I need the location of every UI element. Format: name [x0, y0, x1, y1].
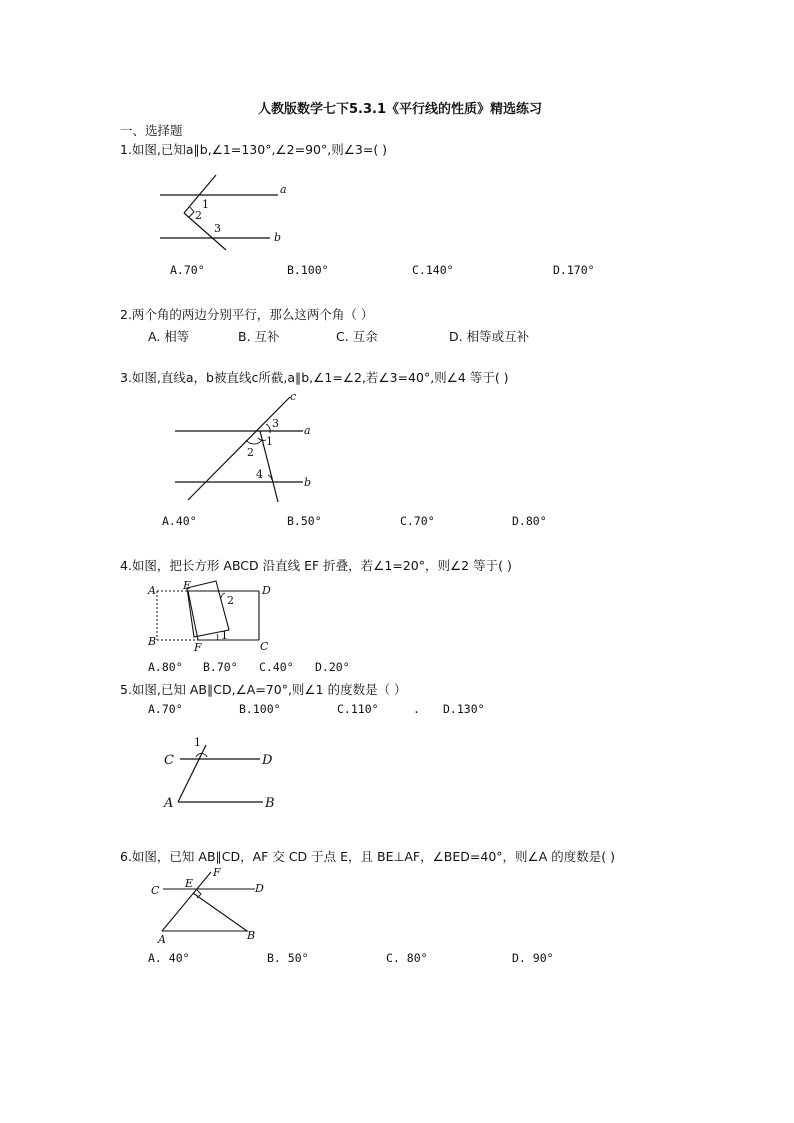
- q1-option-c[interactable]: C.140°: [412, 263, 454, 277]
- q6-point-d: D: [255, 882, 264, 895]
- q3-line-c: c: [290, 390, 297, 403]
- q4-point-c: C: [260, 640, 269, 653]
- q3-angle-2: 2: [247, 446, 254, 459]
- q4-option-d[interactable]: D.20°: [315, 660, 350, 674]
- q1-option-a[interactable]: A.70°: [170, 263, 205, 277]
- q1-angle-3: 3: [214, 222, 221, 235]
- q6-stem: 6.如图，已知 AB∥CD，AF 交 CD 于点 E，且 BE⊥AF，∠BED=40°，则∠A 的度数是( ): [120, 849, 615, 864]
- q4-point-b: B: [148, 635, 157, 648]
- q4-angle-2: 2: [227, 594, 234, 607]
- q1-angle-1: 1: [202, 198, 209, 211]
- q6-option-d[interactable]: D. 90°: [512, 951, 554, 965]
- q5-point-c: C: [164, 753, 174, 768]
- q3-option-d[interactable]: D.80°: [512, 514, 547, 528]
- q2-option-d[interactable]: D. 相等或互补: [449, 329, 530, 344]
- q4-option-a[interactable]: A.80°: [148, 660, 183, 674]
- q4-figure: [145, 578, 280, 656]
- q6-point-e: E: [185, 877, 194, 890]
- q6-point-f: F: [213, 866, 221, 879]
- q3-angle-1: 1: [266, 435, 273, 448]
- q2-stem: 2.两个角的两边分别平行，那么这两个角（ ）: [120, 307, 374, 322]
- q4-stem: 4.如图，把长方形 ABCD 沿直线 EF 折叠，若∠1=20°，则∠2 等于( ): [120, 558, 512, 573]
- q1-figure: [150, 170, 300, 255]
- q3-angle-4: 4: [256, 468, 263, 481]
- q1-option-d[interactable]: D.170°: [553, 263, 595, 277]
- q5-option-d[interactable]: D.130°: [443, 702, 485, 716]
- q1-angle-2: 2: [195, 209, 202, 222]
- q3-angle-3: 3: [272, 417, 279, 430]
- q2-option-c[interactable]: C. 互余: [336, 329, 378, 344]
- q1-stem: 1.如图,已知a∥b,∠1=130°,∠2=90°,则∠3=( ): [120, 142, 388, 157]
- q5-stray-dot: .: [413, 702, 420, 716]
- q5-point-a: A: [164, 796, 174, 811]
- q2-option-b[interactable]: B. 互补: [238, 329, 280, 344]
- q4-point-d: D: [262, 584, 271, 597]
- q4-point-a: A: [148, 584, 156, 597]
- q4-point-f: F: [194, 641, 202, 654]
- q2-option-a[interactable]: A. 相等: [148, 329, 190, 344]
- q6-option-c[interactable]: C. 80°: [386, 951, 428, 965]
- q6-option-a[interactable]: A. 40°: [148, 951, 190, 965]
- q5-stem: 5.如图,已知 AB∥CD,∠A=70°,则∠1 的度数是（ ）: [120, 682, 407, 697]
- q1-line-b: b: [274, 231, 282, 244]
- section-heading: 一、选择题: [120, 123, 183, 138]
- q1-line-a: a: [280, 183, 287, 196]
- q6-point-b: B: [247, 929, 256, 942]
- q6-figure: [145, 866, 275, 946]
- q6-point-a: A: [158, 933, 166, 946]
- q4-point-e: E: [183, 579, 192, 592]
- q5-option-a[interactable]: A.70°: [148, 702, 183, 716]
- q4-angle-1: 1: [221, 629, 228, 642]
- q3-option-c[interactable]: C.70°: [400, 514, 435, 528]
- q3-option-b[interactable]: B.50°: [287, 514, 322, 528]
- q5-point-d: D: [262, 753, 273, 768]
- q3-option-a[interactable]: A.40°: [162, 514, 197, 528]
- q3-line-a: a: [304, 424, 311, 437]
- q5-option-c[interactable]: C.110°: [337, 702, 379, 716]
- page-title: 人教版数学七下5.3.1《平行线的性质》精选练习: [258, 102, 543, 117]
- q4-option-b[interactable]: B.70°: [203, 660, 238, 674]
- q4-option-c[interactable]: C.40°: [259, 660, 294, 674]
- q6-option-b[interactable]: B. 50°: [267, 951, 309, 965]
- q5-option-b[interactable]: B.100°: [239, 702, 281, 716]
- q1-option-b[interactable]: B.100°: [287, 263, 329, 277]
- q5-angle-1: 1: [194, 736, 201, 749]
- q3-line-b: b: [304, 476, 312, 489]
- q3-figure: [170, 390, 320, 510]
- q6-point-c: C: [151, 884, 160, 897]
- q5-figure: [160, 730, 285, 812]
- q5-point-b: B: [265, 796, 275, 811]
- q3-stem: 3.如图,直线a，b被直线c所截,a∥b,∠1=∠2,若∠3=40°,则∠4 等于( ): [120, 370, 509, 385]
